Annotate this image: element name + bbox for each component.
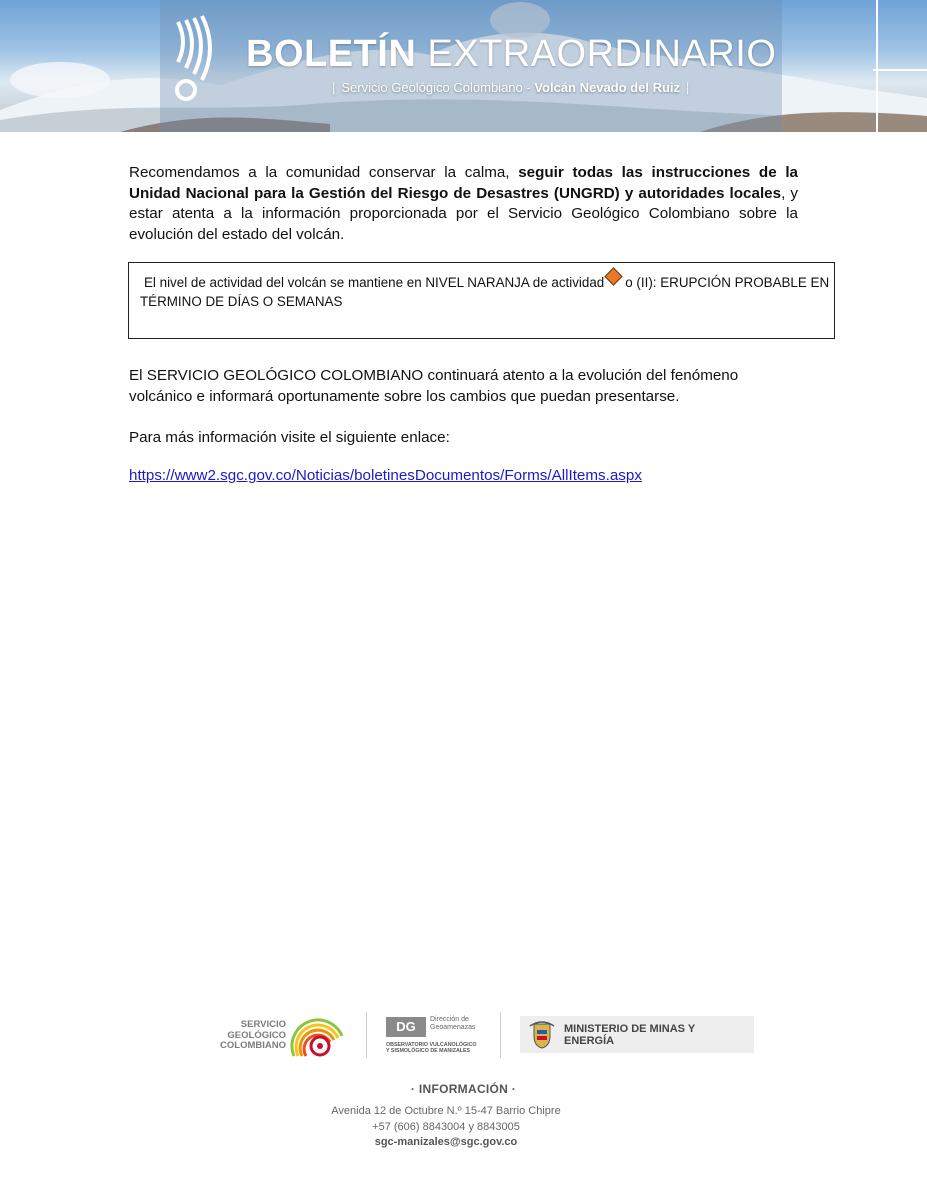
- p1-end: , y estar atenta a la información proporcionada por el Servicio Geológico Colombiano sobre la evolución del estado del volcán.: [129, 184, 798, 243]
- dg-name: [430, 1016, 476, 1032]
- footer-logos: [218, 1008, 758, 1068]
- p1-start: Recomendamos a la comunidad conservar la calma,: [129, 164, 510, 181]
- sgc-mark-icon: [168, 14, 212, 106]
- alert-part2: o (II): ERUPCIÓN PROBABLE EN: [625, 275, 830, 290]
- footer-divider-1: [366, 1012, 367, 1058]
- recommendation-paragraph: [129, 163, 798, 245]
- dg-sub-1: OBSERVATORIO VULCANOLÓGICO: [386, 1042, 477, 1048]
- activity-level-box: [128, 262, 835, 339]
- more-info-paragraph: Para más información visite el siguiente enlace:: [129, 429, 450, 446]
- info-title: · INFORMACIÓN ·: [410, 1082, 517, 1096]
- alert-part1: El nivel de actividad del volcán se mantiene en NIVEL NARANJA de actividad: [144, 275, 605, 290]
- header-banner: [0, 0, 927, 132]
- title-rest: EXTRAORDINARIO: [427, 33, 777, 75]
- sgc-spiral-icon: [290, 1010, 346, 1062]
- dg-name-2: Geoamenazas: [430, 1024, 476, 1031]
- ministry-name-1: MINISTERIO DE MINAS Y: [564, 1023, 696, 1035]
- subtitle-bar-left: |: [332, 80, 336, 95]
- orange-diamond-icon: [605, 267, 623, 285]
- banner-decor-lines: [867, 0, 927, 132]
- dg-sub-2: Y SISMOLÓGICO DE MANIZALES: [386, 1048, 471, 1054]
- dg-logo: DG: [386, 1017, 426, 1037]
- subtitle-prefix: Servicio Geológico Colombiano -: [341, 80, 531, 95]
- ministry-logo: [520, 1016, 754, 1053]
- colombia-shield-icon: [528, 1020, 556, 1050]
- alert-part3: TÉRMINO DE DÍAS O SEMANAS: [140, 294, 343, 309]
- subtitle-bar-right: |: [686, 80, 690, 95]
- sgc-name-2: GEOLÓGICO: [227, 1029, 286, 1041]
- ministry-name-2: ENERGÍA: [564, 1035, 615, 1047]
- footer-divider-2: [500, 1012, 501, 1058]
- bulletin-title: [246, 33, 776, 76]
- sgc-name-3: COLOMBIANO: [220, 1040, 286, 1051]
- info-address: Avenida 12 de Octubre N.º 15-47 Barrio Chipre: [331, 1105, 561, 1117]
- activity-level-text: [140, 273, 830, 311]
- subtitle-volcano: Volcán Nevado del Ruiz: [534, 80, 681, 95]
- ministry-name: [564, 1023, 695, 1047]
- monitoring-paragraph: El SERVICIO GEOLÓGICO COLOMBIANO continuará atento a la evolución del fenómeno volcánico e informará oportunamente sobre los cambios que puedan presentarse.: [129, 367, 739, 405]
- sgc-name-1: SERVICIO: [240, 1019, 286, 1030]
- info-phone: +57 (606) 8843004 y 8843005: [372, 1121, 520, 1133]
- bulletins-link[interactable]: https://www2.sgc.gov.co/Noticias/boletinesDocumentos/Forms/AllItems.aspx: [129, 467, 642, 484]
- p1-bold: seguir todas las instrucciones de la Unidad Nacional para la Gestión del Riesgo de Desastres (UNGRD) y autoridades locales: [129, 164, 798, 202]
- observatory-name: [386, 1042, 477, 1054]
- sgc-logo-text: [218, 1020, 286, 1052]
- dg-name-1: Dirección de: [430, 1016, 469, 1023]
- title-bold: BOLETÍN: [246, 33, 417, 75]
- bulletin-subtitle: [326, 80, 695, 95]
- info-email[interactable]: sgc-manizales@sgc.gov.co: [374, 1136, 518, 1148]
